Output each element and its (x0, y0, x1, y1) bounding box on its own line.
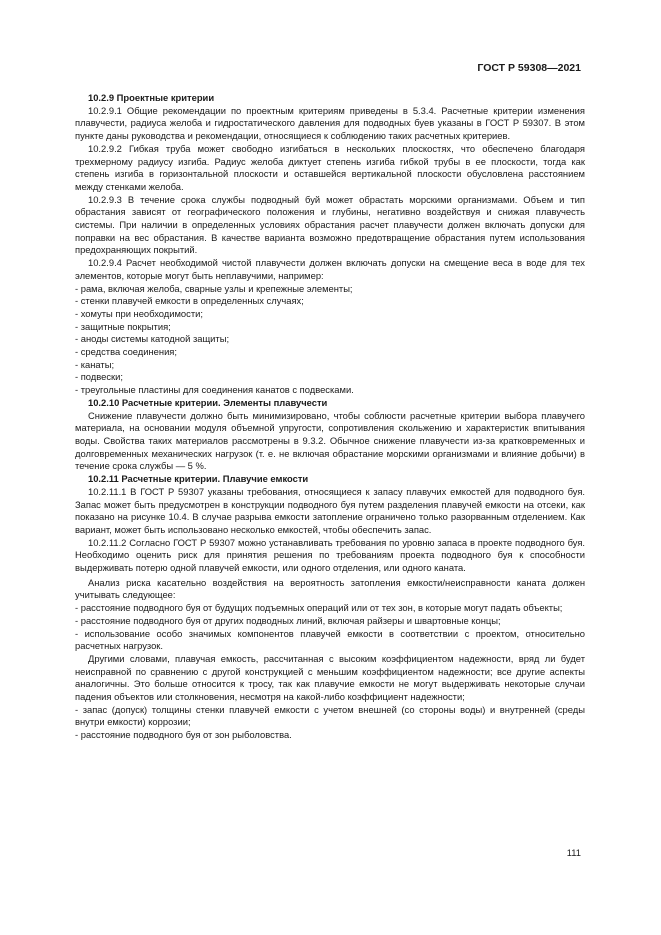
paragraph: 10.2.9.3 В течение срока службы подводный буй может обрастать морскими организмами. Объем и тип обрастания зависят от географического положения и глубины, негативно воздействуя и снижая плавучесть системы. При наличии в определенных условиях обрастания расчет плавучести должен включать допуски для поправки на вес обрастания. В качестве варианта возможно предотвращение обрастания путем использования предохраняющих покрытий. (75, 193, 585, 256)
list-item: - защитные покрытия; (75, 320, 171, 332)
list-item: - подвески; (75, 371, 124, 383)
list-item: - аноды системы катодной защиты; (75, 333, 230, 345)
list-item: - использование особо значимых компонентов плавучей емкости в соответствии с проектом, относительно расчетных нагрузок. (75, 627, 585, 652)
list-item: - канаты; (75, 358, 115, 370)
paragraph: 10.2.9.2 Гибкая труба может свободно изгибаться в нескольких плоскостях, что обеспечено благодаря трехмерному радиусу изгиба. Радиус желоба диктует степень изгиба гибкой трубы в ее плоскости, тогда как степень изгиба в горизонтальной плоскости и оставшейся вертикальной плоскости обусловлена расстоянием между стенками желоба. (75, 142, 585, 192)
paragraph: 10.2.11.2 Согласно ГОСТ Р 59307 можно устанавливать требования по уровню запаса в проекте подводного буя. Необходимо оценить риск для принятия решения по требованиям проекта подводного буя к способности выдерживать потерю одной плавучей емкости, или одного отделения, или одного каната. (75, 536, 585, 574)
paragraph: Другими словами, плавучая емкость, рассчитанная с высоким коэффициентом надежности, вряд ли будет неисправной по сравнению с другой конструкцией с меньшим коэффициентом надежности; все другие аспекты аналогичны. Это больше относится к тросу, так как плавучие емкости не могут выдерживать некоторые случаи падения объектов или столкновения, несмотря на какой-либо коэффициент надежности; (75, 652, 585, 703)
section-heading: 10.2.10 Расчетные критерии. Элементы плавучести (88, 396, 328, 408)
list-item: - стенки плавучей емкости в определенных случаях; (75, 295, 304, 307)
section-heading: 10.2.11 Расчетные критерии. Плавучие емкости (88, 473, 309, 485)
list-item: - запас (допуск) толщины стенки плавучей емкости с учетом внешней (со стороны воды) и внутренней (среды внутри емкости) коррозии; (75, 703, 585, 728)
document-standard-header: ГОСТ Р 59308—2021 (477, 62, 581, 74)
list-item: - расстояние подводного буя от зон рыболовства. (75, 729, 292, 741)
list-item: - средства соединения; (75, 346, 177, 358)
paragraph: 10.2.9.1 Общие рекомендации по проектным критериям приведены в 5.3.4. Расчетные критерии изменения плавучести, радиуса желоба и гидростатического давления для подводных буев указаны в ГОСТ Р 59307. В этом пункте даны руководства и рекомендации, относящиеся к соблюдению таких расчетных критериев. (75, 104, 585, 142)
list-item: - расстояние подводного буя от будущих подъемных операций или от тех зон, в которые могут падать объекты; (75, 602, 563, 614)
list-item: - хомуты при необходимости; (75, 307, 203, 319)
page-number: 111 (566, 847, 581, 858)
list-item: - рама, включая желоба, сварные узлы и крепежные элементы; (75, 282, 353, 294)
section-heading: 10.2.9 Проектные критерии (88, 92, 215, 103)
list-item: - расстояние подводного буя от других подводных линий, включая райзеры и швартовные концы; (75, 614, 501, 626)
paragraph: 10.2.11.1 В ГОСТ Р 59307 указаны требования, относящиеся к запасу плавучих емкостей для подводного буя. Запас может быть предусмотрен в конструкции подводного буя путем разделения плавучей емкости на отсеки, как показано на рисунке 10.4. В случае разрыва емкости затопление ограничено только разорванным отделением. Как вариант, может быть использовано несколько емкостей, чтобы обеспечить запас. (75, 485, 585, 535)
paragraph: Анализ риска касательно воздействия на вероятность затопления емкости/неисправности каната должен учитывать следующее: (75, 576, 585, 601)
paragraph: 10.2.9.4 Расчет необходимой чистой плавучести должен включать допуски на смещение веса в воде для тех элементов, которые могут быть неплавучими, например: (75, 257, 585, 281)
paragraph: Снижение плавучести должно быть минимизировано, чтобы соблюсти расчетные критерии выбора плавучего материала, на основании модуля объемной упругости, сопротивления скольжению и характеристик впитывания воды. Свойства таких материалов рассмотрены в 9.3.2. Обычное снижение плавучести из-за кратковременных и долговременных механических нагрузок (т. е. не включая обрастание морскими организмами и влияние добычи) в течение срока службы — 5 %. (75, 409, 585, 472)
list-item: - треугольные пластины для соединения канатов с подвесками. (75, 384, 354, 396)
document-body (75, 92, 585, 742)
